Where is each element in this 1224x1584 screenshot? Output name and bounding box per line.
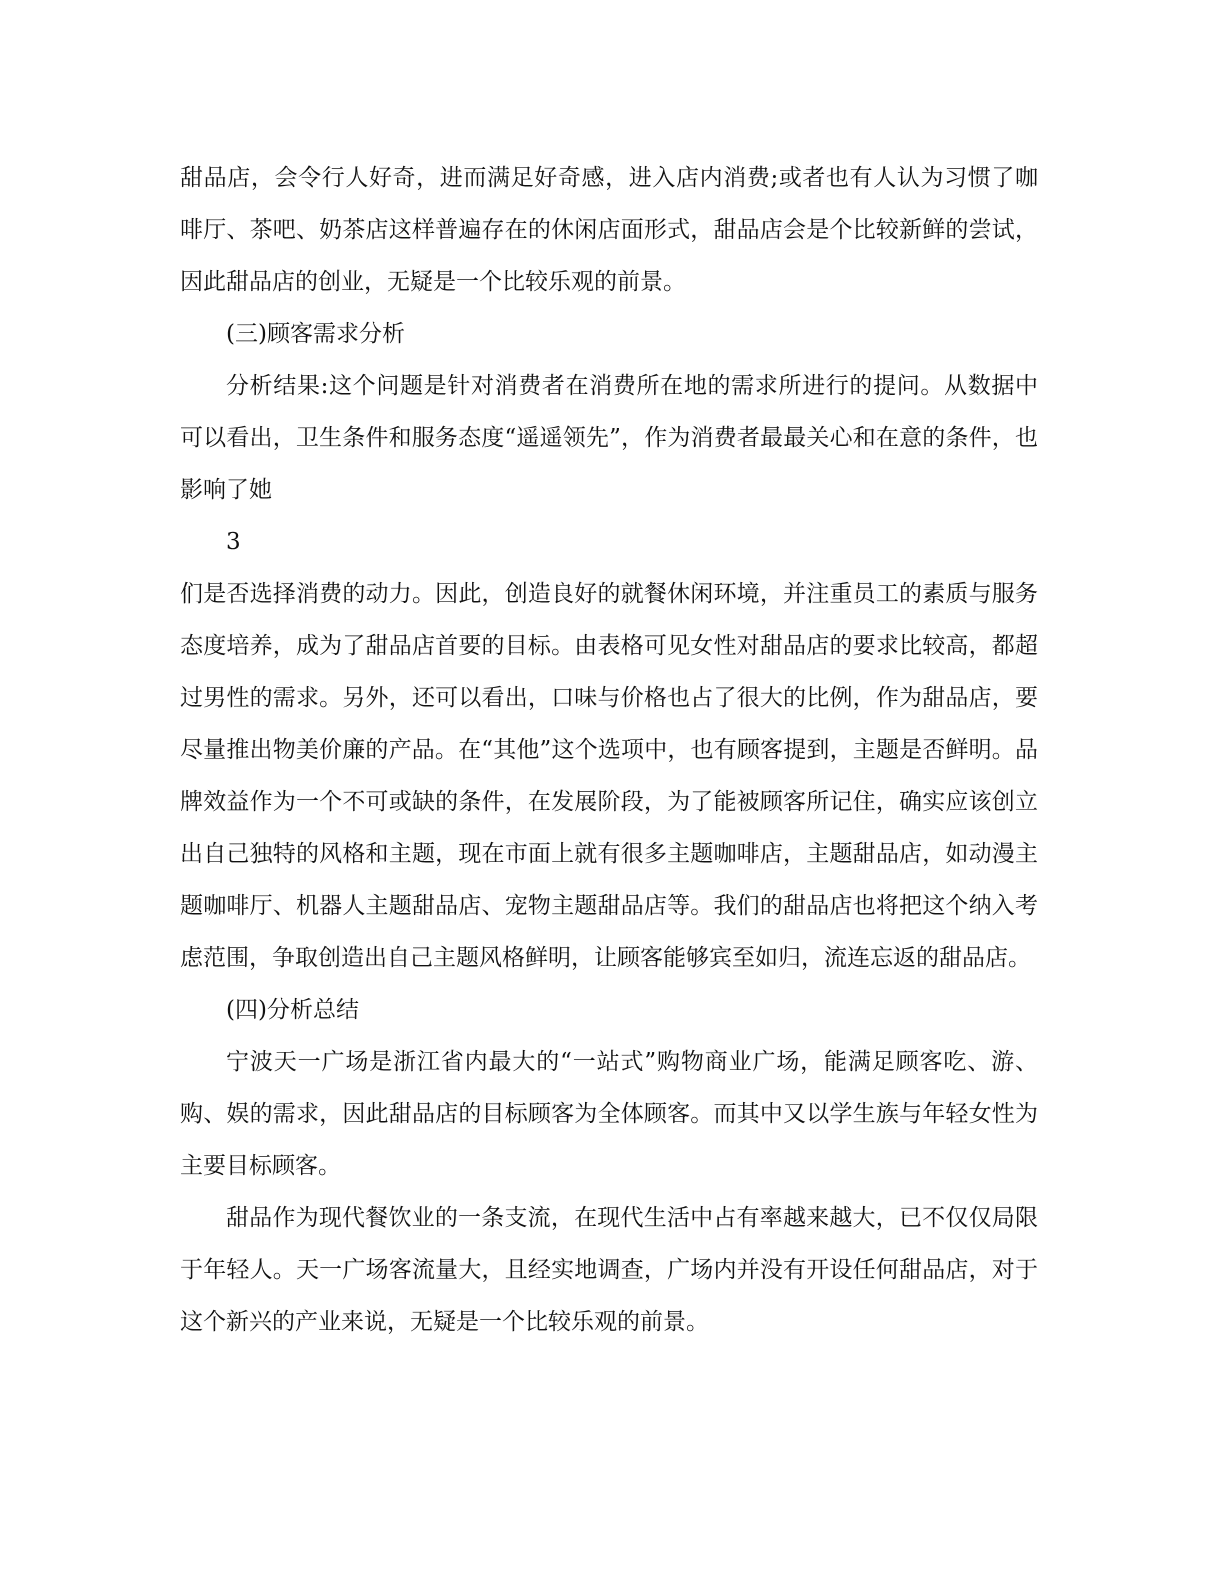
paragraph-market-prospect: 甜品作为现代餐饮业的一条支流，在现代生活中占有率越来越大，已不仅仅局限于年轻人。天一广场客流量大，且经实地调查，广场内并没有开设任何甜品店，对于这个新兴的产业来说，无疑是一个比较乐观的前景。 xyxy=(180,1205,1038,1335)
document-page xyxy=(180,152,1038,1348)
paragraph-target-customers: 宁波天一广场是浙江省内最大的“一站式”购物商业广场，能满足顾客吃、游、购、娱的需求，因此甜品店的目标顾客为全体顾客。而其中又以学生族与年轻女性为主要目标顾客。 xyxy=(180,1049,1038,1179)
paragraph-analysis-result: 分析结果:这个问题是针对消费者在消费所在地的需求所进行的提问。从数据中可以看出，卫生条件和服务态度“遥遥领先”，作为消费者最最关心和在意的条件，也影响了她 xyxy=(180,373,1038,503)
section-heading-customer-demand: (三)顾客需求分析 xyxy=(226,321,405,347)
paragraph-analysis-continued: 们是否选择消费的动力。因此，创造良好的就餐休闲环境，并注重员工的素质与服务态度培养，成为了甜品店首要的目标。由表格可见女性对甜品店的要求比较高，都超过男性的需求。另外，还可以看出，口味与价格也占了很大的比例，作为甜品店，要尽量推出物美价廉的产品。在“其他”这个选项中，也有顾客提到，主题是否鲜明。品牌效益作为一个不可或缺的条件，在发展阶段，为了能被顾客所记住，确实应该创立出自己独特的风格和主题，现在市面上就有很多主题咖啡店，主题甜品店，如动漫主题咖啡厅、机器人主题甜品店、宠物主题甜品店等。我们的甜品店也将把这个纳入考虑范围，争取创造出自己主题风格鲜明，让顾客能够宾至如归，流连忘返的甜品店。 xyxy=(180,581,1038,971)
section-heading-summary: (四)分析总结 xyxy=(226,997,359,1023)
paragraph-intro-continuation: 甜品店，会令行人好奇，进而满足好奇感，进入店内消费;或者也有人认为习惯了咖啡厅、茶吧、奶茶店这样普遍存在的休闲店面形式，甜品店会是个比较新鲜的尝试，因此甜品店的创业，无疑是一个比较乐观的前景。 xyxy=(180,165,1038,295)
page-number: 3 xyxy=(226,529,241,555)
